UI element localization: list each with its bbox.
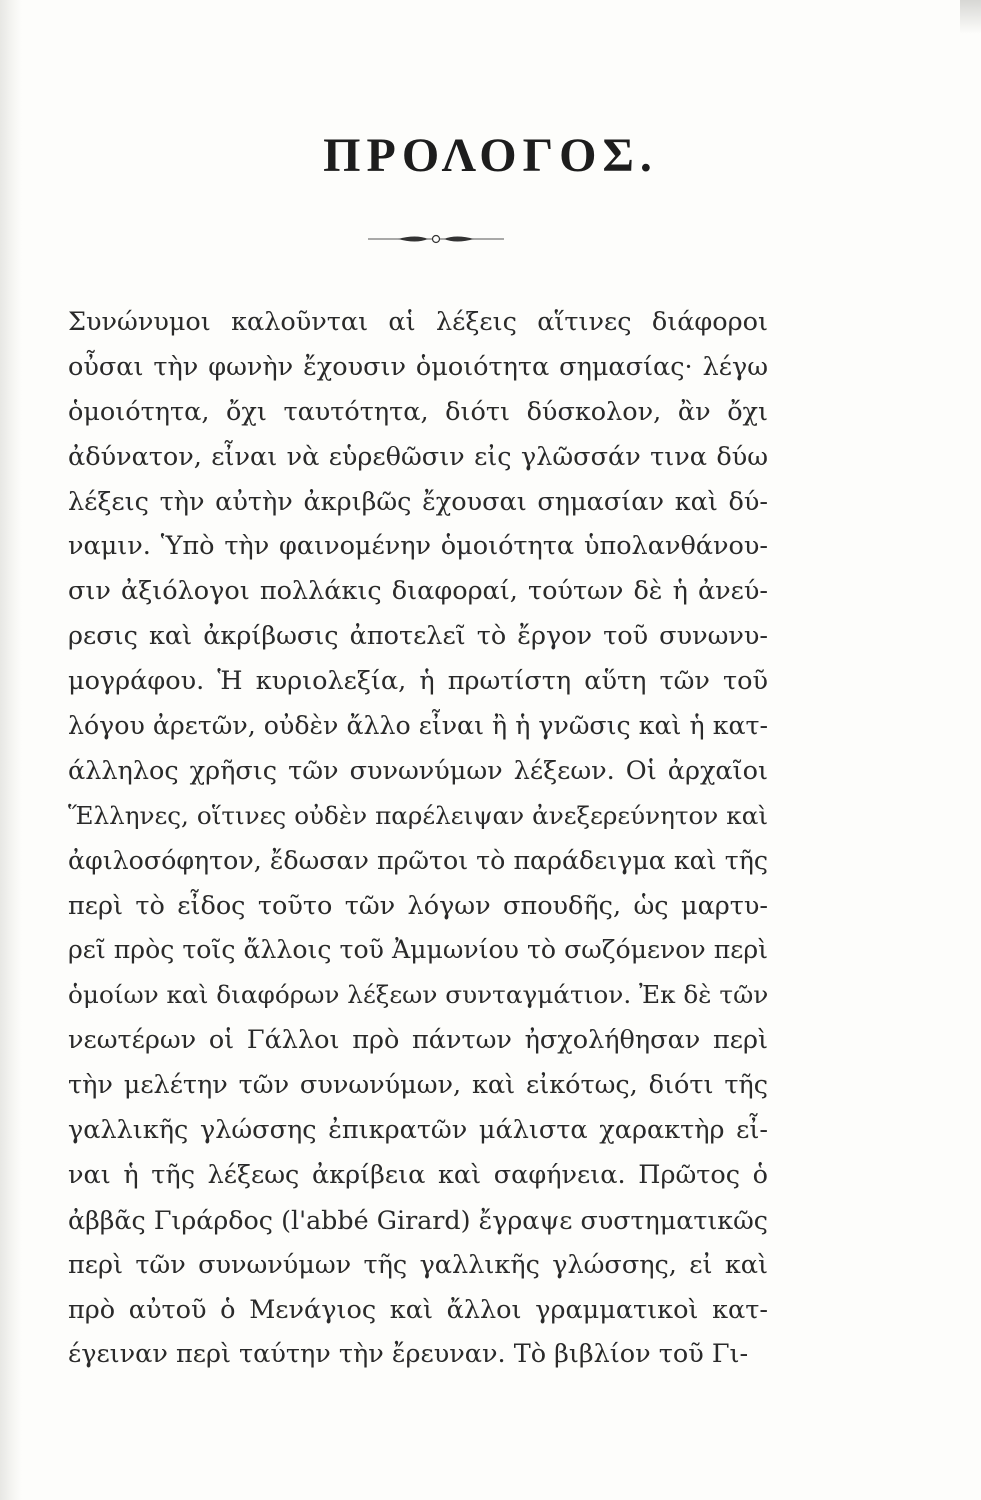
preface-body-text (68, 300, 768, 1377)
page-corner-shadow (960, 0, 981, 34)
text-line: οὖσαι τὴν φωνὴν ἔχουσιν ὁμοιότητα σημασίας· λέγω (68, 351, 768, 382)
text-line: ἀδύνατον, εἶναι νὰ εὑρεθῶσιν εἰς γλῶσσάν τινα δύω (68, 441, 768, 472)
text-line: ρεῖ πρὸς τοῖς ἄλλοις τοῦ Ἀμμωνίου τὸ σωζόμενον περὶ (68, 935, 768, 965)
title-ornament-divider (368, 230, 504, 248)
page-title: ΠΡΟΛΟΓΟΣ. (323, 129, 658, 182)
text-line: ναμιν. Ὑπὸ τὴν φαινομένην ὁμοιότητα ὑπολανθάνου- (68, 531, 768, 562)
text-line: έγειναν περὶ ταύτην τὴν ἔρευναν. Τὸ βιβλίον τοῦ Γι- (68, 1339, 749, 1370)
text-line: Ἕλληνες, οἵτινες οὐδὲν παρέλειψαν ἀνεξερεύνητον καὶ (68, 800, 768, 830)
text-line: μογράφου. Ἡ κυριολεξία, ἡ πρωτίστη αὕτη τῶν τοῦ (68, 666, 768, 697)
text-line: ἀββᾶς Γιράρδος (l'abbé Girard) ἔγραψε συστηματικῶς (68, 1204, 768, 1235)
text-line: περὶ τὸ εἶδος τοῦτο τῶν λόγων σπουδῆς, ὡς μαρτυ- (68, 890, 768, 921)
text-line: άλληλος χρῆσις τῶν συνωνύμων λέξεων. Οἱ ἀρχαῖοι (68, 755, 768, 786)
text-line: λόγου ἀρετῶν, οὐδὲν ἄλλο εἶναι ἢ ἡ γνῶσις καὶ ἡ κατ- (68, 711, 768, 741)
page-gutter-shadow (0, 0, 22, 1500)
text-line: πρὸ αὐτοῦ ὁ Μενάγιος καὶ ἄλλοι γραμματικοὶ κατ- (68, 1294, 768, 1325)
text-line: σιν ἀξιόλογοι πολλάκις διαφοραί, τούτων δὲ ἡ ἀνεύ- (68, 576, 768, 607)
text-line: ὁμοιότητα, ὄχι ταυτότητα, διότι δύσκολον, ἂν ὄχι (68, 396, 768, 427)
text-line: ναι ἡ τῆς λέξεως ἀκρίβεια καὶ σαφήνεια. Πρῶτος ὁ (68, 1159, 768, 1190)
text-line: Συνώνυμοι καλοῦνται αἱ λέξεις αἵτινες διάφοροι (68, 307, 768, 337)
text-line: περὶ τῶν συνωνύμων τῆς γαλλικῆς γλώσσης, εἰ καὶ (68, 1249, 768, 1280)
text-line: γαλλικῆς γλώσσης ἐπικρατῶν μάλιστα χαρακτὴρ εἶ- (68, 1115, 768, 1146)
text-line: ὁμοίων καὶ διαφόρων λέξεων συνταγμάτιον. Ἐκ δὲ τῶν (68, 980, 769, 1010)
text-line: ρεσις καὶ ἀκρίβωσις ἀποτελεῖ τὸ ἔργον τοῦ συνωνυ- (68, 621, 768, 652)
text-line: λέξεις τὴν αὐτὴν ἀκριβῶς ἔχουσαι σημασίαν καὶ δύ- (68, 486, 768, 517)
text-line: τὴν μελέτην τῶν συνωνύμων, καὶ εἰκότως, διότι τῆς (68, 1070, 768, 1101)
text-line: νεωτέρων οἱ Γάλλοι πρὸ πάντων ἠσχολήθησαν περὶ (68, 1025, 768, 1056)
text-line: ἀφιλοσόφητον, ἔδωσαν πρῶτοι τὸ παράδειγμα καὶ τῆς (68, 845, 768, 875)
